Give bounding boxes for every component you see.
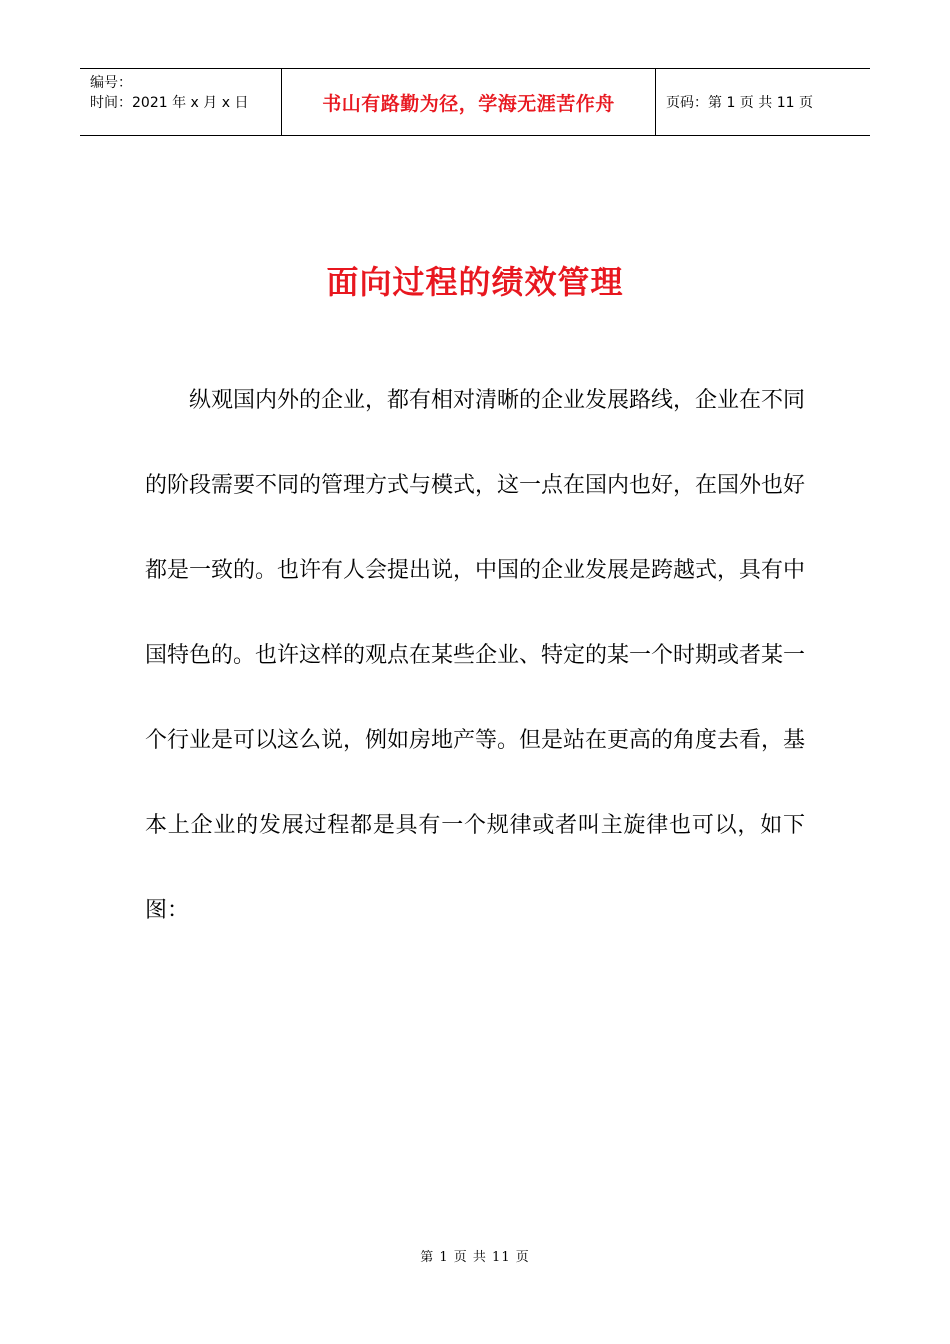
header-page-cell — [656, 69, 870, 135]
header-time-label: 时间：2021 年 x 月 x 日 — [90, 95, 249, 111]
header-meta-cell — [80, 69, 282, 135]
header-number-label: 编号： — [90, 75, 132, 91]
document-title: 面向过程的绩效管理 — [326, 263, 624, 301]
page-footer: 第 1 页 共 11 页 — [420, 1250, 530, 1265]
header-motto-cell — [282, 69, 656, 135]
header-page-info: 页码：第 1 页 共 11 页 — [666, 95, 813, 111]
header-table — [80, 68, 870, 136]
body-paragraph: 纵观国内外的企业，都有相对清晰的企业发展路线，企业在不同的阶段需要不同的管理方式与模式，这一点在国内也好，在国外也好都是一致的。也许有人会提出说，中国的企业发展是跨越式，具有中国特色的。也许这样的观点在某些企业、特定的某一个时期或者某一个行业是可以这么说，例如房地产等。但是站在更高的角度去看，基本上企业的发展过程都是具有一个规律或者叫主旋律也可以，如下图： — [145, 388, 806, 923]
header-motto: 书山有路勤为径，学海无涯苦作舟 — [322, 92, 615, 115]
